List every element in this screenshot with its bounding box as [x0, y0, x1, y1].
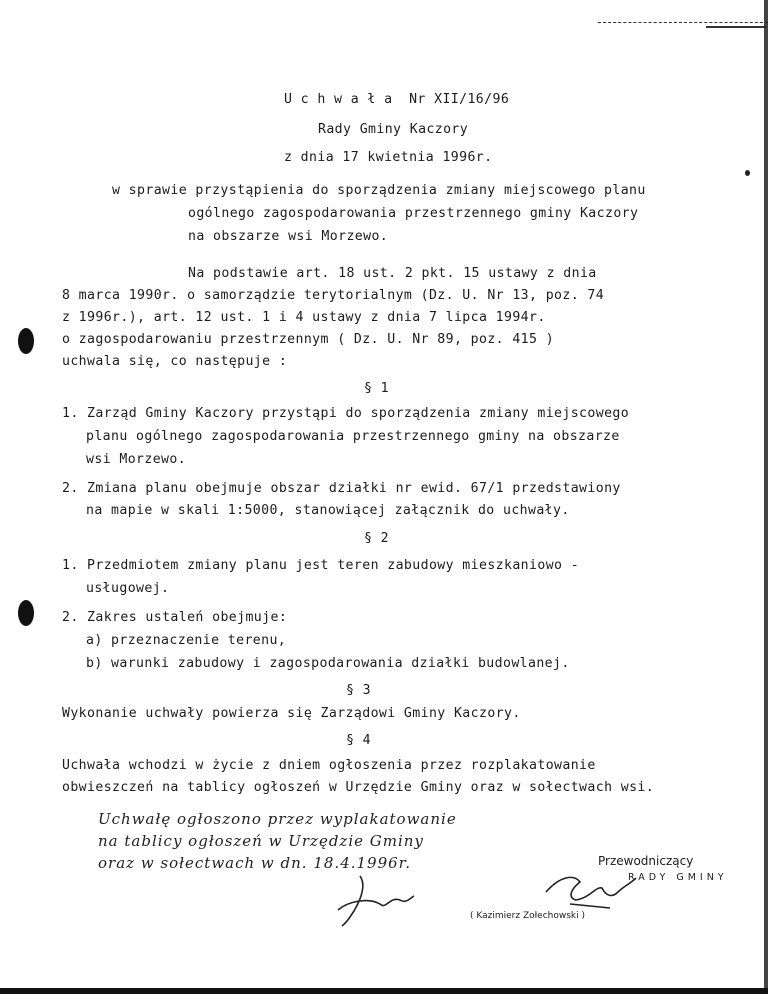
s1-p2-line-1: 2. Zmiana planu obejmuje obszar działki nr ewid. 67/1 przedstawiony	[62, 481, 621, 496]
s1-p2-line-2: na mapie w skali 1:5000, stanowiącej załącznik do uchwały.	[86, 503, 570, 518]
preamble-line-4: o zagospodarowaniu przestrzennym ( Dz. U. Nr 89, poz. 415 )	[62, 332, 555, 347]
s2-p2-line-1: 2. Zakres ustaleń obejmuje:	[62, 610, 288, 625]
scan-speck	[745, 170, 750, 176]
handwritten-note-line-1: Uchwałę ogłoszono przez wyplakatowanie	[98, 810, 457, 828]
punch-hole-lower	[18, 600, 34, 626]
section-1-heading: § 1	[364, 381, 390, 396]
handwritten-note-line-3: oraz w sołectwach w dn. 18.4.1996r.	[98, 854, 411, 872]
s4-text-line-1: Uchwała wchodzi w życie z dniem ogłoszenia przez rozplakatowanie	[62, 758, 596, 773]
s2-p1-line-2: usługowej.	[86, 581, 170, 596]
scan-edge-right	[764, 0, 768, 994]
scan-artifact-top	[598, 18, 768, 23]
preamble-line-1: Na podstawie art. 18 ust. 2 pkt. 15 ustawy z dnia	[188, 266, 597, 281]
section-3-heading: § 3	[346, 683, 372, 698]
handwritten-initials	[330, 870, 420, 930]
s2-p2-item-b: b) warunki zabudowy i zagospodarowania działki budowlanej.	[86, 656, 570, 671]
stamp-role: Przewodniczący	[598, 854, 694, 868]
s1-p1-line-3: wsi Morzewo.	[86, 452, 187, 467]
stamp-body: RADY GMINY	[628, 872, 728, 883]
chairman-name: ( Kazimierz Zołechowski )	[470, 911, 586, 921]
handwritten-note-line-2: na tablicy ogłoszeń w Urzędzie Gminy	[98, 832, 424, 850]
resolution-title: U c h w a ł a Nr XII/16/96	[284, 92, 510, 107]
s2-p1-line-1: 1. Przedmiotem zmiany planu jest teren zabudowy mieszkaniowo -	[62, 558, 580, 573]
subject-line-2: ogólnego zagospodarowania przestrzennego gminy Kaczory	[188, 206, 639, 221]
subject-line-1: w sprawie przystąpienia do sporządzenia zmiany miejscowego planu	[112, 183, 646, 198]
resolution-date: z dnia 17 kwietnia 1996r.	[284, 150, 493, 165]
scan-artifact-top-bar	[706, 26, 766, 28]
section-2-heading: § 2	[364, 531, 390, 546]
s2-p2-item-a: a) przeznaczenie terenu,	[86, 633, 287, 648]
preamble-line-3: z 1996r.), art. 12 ust. 1 i 4 ustawy z dnia 7 lipca 1994r.	[62, 310, 546, 325]
section-4-heading: § 4	[346, 733, 372, 748]
preamble-line-5: uchwala się, co następuje :	[62, 354, 288, 369]
council-name: Rady Gminy Kaczory	[318, 122, 469, 137]
punch-hole-upper	[18, 328, 34, 354]
subject-line-3: na obszarze wsi Morzewo.	[188, 229, 389, 244]
preamble-line-2: 8 marca 1990r. o samorządzie terytorialnym (Dz. U. Nr 13, poz. 74	[62, 288, 605, 303]
scan-edge-bottom	[0, 988, 768, 994]
s4-text-line-2: obwieszczeń na tablicy ogłoszeń w Urzędzie Gminy oraz w sołectwach wsi.	[62, 780, 655, 795]
s3-text: Wykonanie uchwały powierza się Zarządowi Gminy Kaczory.	[62, 706, 521, 721]
s1-p1-line-1: 1. Zarząd Gminy Kaczory przystąpi do sporządzenia zmiany miejscowego	[62, 406, 630, 421]
s1-p1-line-2: planu ogólnego zagospodarowania przestrzennego gminy na obszarze	[86, 429, 620, 444]
